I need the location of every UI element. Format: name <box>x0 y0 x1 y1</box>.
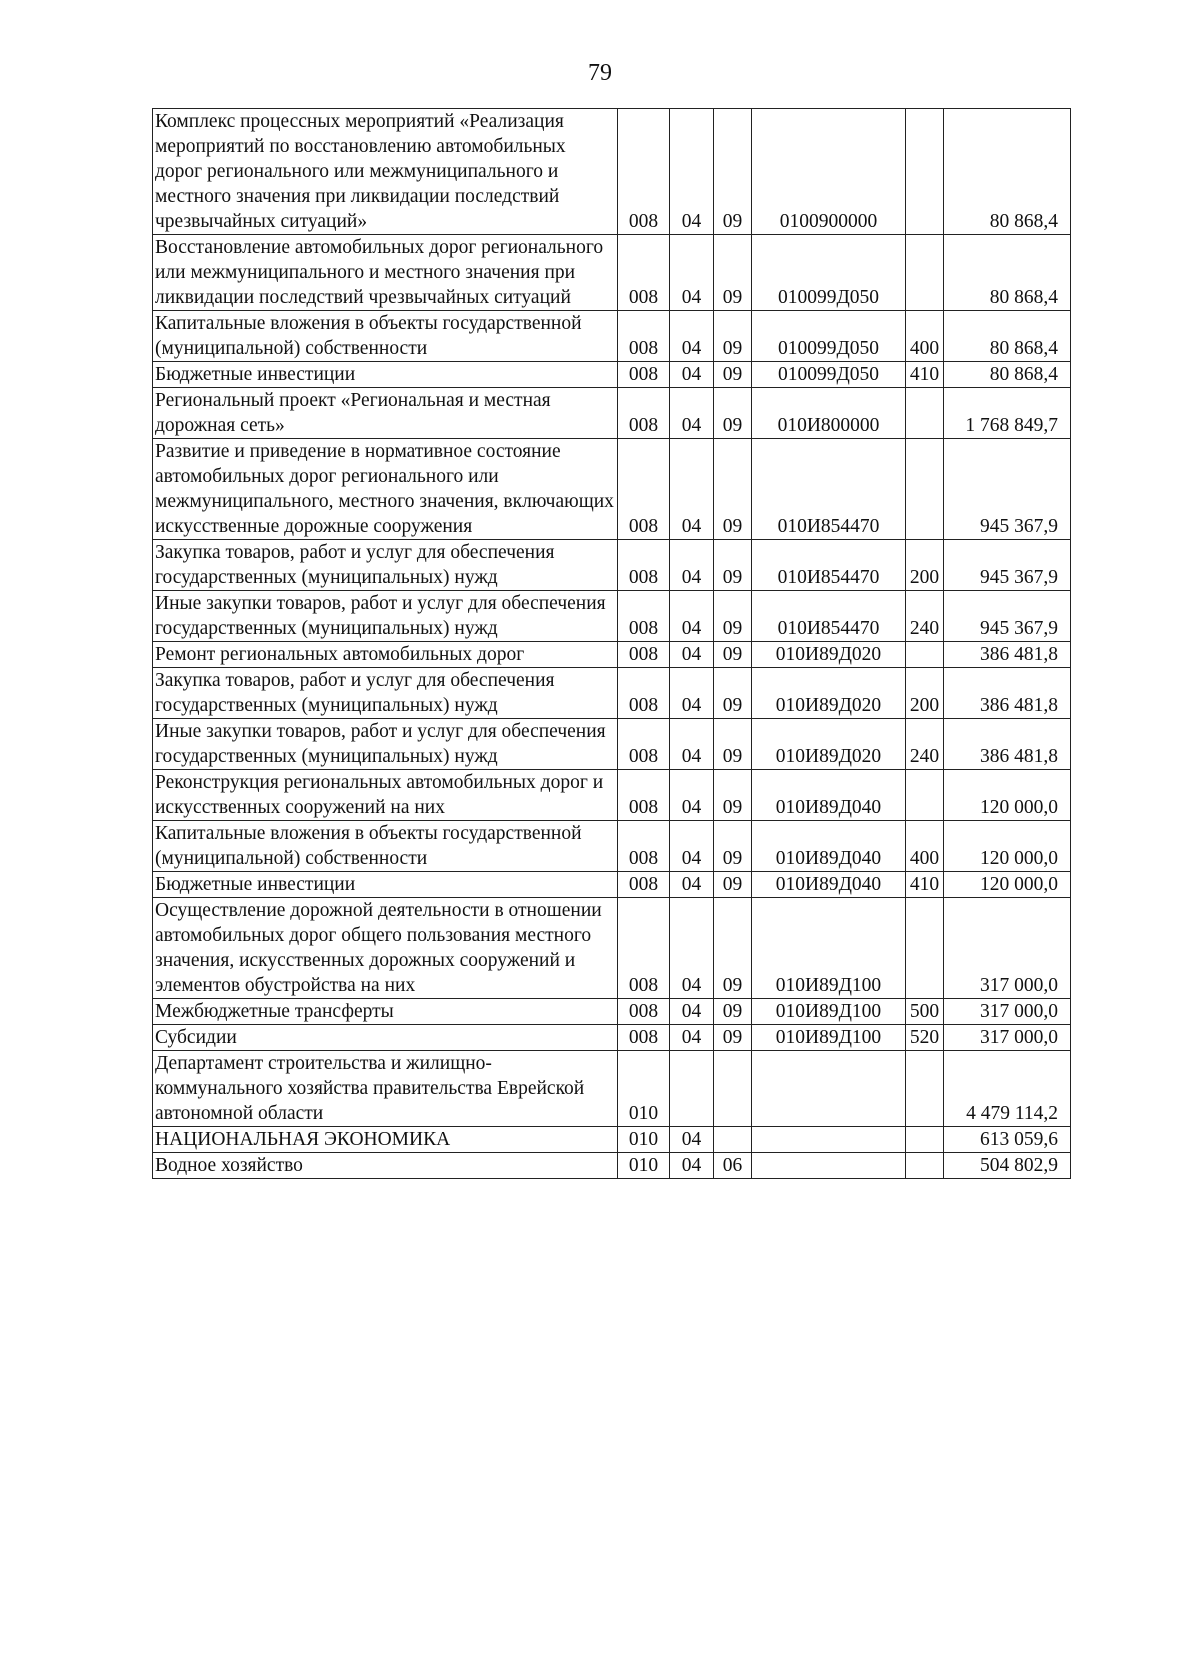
row-name: Капитальные вложения в объекты государственной (муниципальной) собственности <box>153 311 618 362</box>
table-row <box>153 591 1071 642</box>
subsection-code: 09 <box>714 109 752 235</box>
department-code: 008 <box>618 770 670 821</box>
amount: 613 059,6 <box>944 1127 1071 1153</box>
subsection-code: 06 <box>714 1153 752 1179</box>
department-code: 008 <box>618 388 670 439</box>
amount: 945 367,9 <box>944 439 1071 540</box>
expense-type-code: 500 <box>906 999 944 1025</box>
department-code: 008 <box>618 311 670 362</box>
table-row <box>153 1153 1071 1179</box>
table-row <box>153 540 1071 591</box>
target-article-code: 0100900000 <box>752 109 906 235</box>
department-code: 008 <box>618 439 670 540</box>
section-code: 04 <box>670 999 714 1025</box>
table-row <box>153 388 1071 439</box>
expense-type-code <box>906 642 944 668</box>
amount: 80 868,4 <box>944 311 1071 362</box>
table-row <box>153 898 1071 999</box>
target-article-code: 010099Д050 <box>752 311 906 362</box>
subsection-code: 09 <box>714 362 752 388</box>
section-code: 04 <box>670 1127 714 1153</box>
target-article-code: 010099Д050 <box>752 362 906 388</box>
section-code: 04 <box>670 668 714 719</box>
target-article-code: 010И89Д040 <box>752 770 906 821</box>
target-article-code: 010И89Д100 <box>752 898 906 999</box>
department-code: 008 <box>618 362 670 388</box>
amount: 504 802,9 <box>944 1153 1071 1179</box>
target-article-code: 010И854470 <box>752 591 906 642</box>
amount: 80 868,4 <box>944 362 1071 388</box>
row-name: Иные закупки товаров, работ и услуг для обеспечения государственных (муниципальных) нужд <box>153 591 618 642</box>
amount: 945 367,9 <box>944 540 1071 591</box>
row-name: Реконструкция региональных автомобильных дорог и искусственных сооружений на них <box>153 770 618 821</box>
target-article-code <box>752 1127 906 1153</box>
section-code: 04 <box>670 642 714 668</box>
expense-type-code: 240 <box>906 591 944 642</box>
table-row <box>153 109 1071 235</box>
subsection-code <box>714 1127 752 1153</box>
target-article-code <box>752 1051 906 1127</box>
section-code: 04 <box>670 770 714 821</box>
expense-type-code: 400 <box>906 311 944 362</box>
row-name: Бюджетные инвестиции <box>153 362 618 388</box>
expense-type-code <box>906 109 944 235</box>
section-code: 04 <box>670 388 714 439</box>
target-article-code: 010И89Д040 <box>752 872 906 898</box>
table-row <box>153 668 1071 719</box>
row-name: Комплекс процессных мероприятий «Реализация мероприятий по восстановлению автомобильных дорог регионального или межмуниципального и местного значения при ликвидации последствий чрезвычайных ситуаций» <box>153 109 618 235</box>
expense-type-code <box>906 388 944 439</box>
department-code: 008 <box>618 999 670 1025</box>
target-article-code <box>752 1153 906 1179</box>
table-row <box>153 872 1071 898</box>
department-code: 008 <box>618 719 670 770</box>
subsection-code: 09 <box>714 235 752 311</box>
section-code: 04 <box>670 872 714 898</box>
expense-type-code <box>906 235 944 311</box>
section-code: 04 <box>670 439 714 540</box>
expense-type-code <box>906 439 944 540</box>
department-code: 010 <box>618 1127 670 1153</box>
expense-type-code: 400 <box>906 821 944 872</box>
target-article-code: 010И89Д100 <box>752 999 906 1025</box>
department-code: 008 <box>618 235 670 311</box>
target-article-code: 010И800000 <box>752 388 906 439</box>
section-code: 04 <box>670 311 714 362</box>
subsection-code: 09 <box>714 999 752 1025</box>
table-row <box>153 999 1071 1025</box>
target-article-code: 010099Д050 <box>752 235 906 311</box>
row-name: Водное хозяйство <box>153 1153 618 1179</box>
target-article-code: 010И89Д100 <box>752 1025 906 1051</box>
row-name: Осуществление дорожной деятельности в отношении автомобильных дорог общего пользования местного значения, искусственных дорожных сооружений и элементов обустройства на них <box>153 898 618 999</box>
department-code: 008 <box>618 898 670 999</box>
expense-type-code <box>906 898 944 999</box>
section-code: 04 <box>670 235 714 311</box>
row-name: Межбюджетные трансферты <box>153 999 618 1025</box>
section-code: 04 <box>670 591 714 642</box>
row-name: Восстановление автомобильных дорог регионального или межмуниципального и местного значения при ликвидации последствий чрезвычайных ситуаций <box>153 235 618 311</box>
amount: 945 367,9 <box>944 591 1071 642</box>
amount: 386 481,8 <box>944 668 1071 719</box>
subsection-code: 09 <box>714 540 752 591</box>
expense-type-code <box>906 770 944 821</box>
subsection-code <box>714 1051 752 1127</box>
subsection-code: 09 <box>714 770 752 821</box>
target-article-code: 010И89Д020 <box>752 719 906 770</box>
section-code: 04 <box>670 1025 714 1051</box>
expense-type-code <box>906 1051 944 1127</box>
subsection-code: 09 <box>714 388 752 439</box>
subsection-code: 09 <box>714 642 752 668</box>
amount: 317 000,0 <box>944 999 1071 1025</box>
section-code: 04 <box>670 719 714 770</box>
table-row <box>153 1127 1071 1153</box>
department-code: 010 <box>618 1153 670 1179</box>
amount: 120 000,0 <box>944 770 1071 821</box>
section-code: 04 <box>670 540 714 591</box>
amount: 386 481,8 <box>944 719 1071 770</box>
budget-table-body <box>153 109 1071 1179</box>
table-row <box>153 719 1071 770</box>
table-row <box>153 362 1071 388</box>
amount: 120 000,0 <box>944 872 1071 898</box>
expense-type-code: 520 <box>906 1025 944 1051</box>
subsection-code: 09 <box>714 821 752 872</box>
subsection-code: 09 <box>714 1025 752 1051</box>
expense-type-code <box>906 1153 944 1179</box>
table-row <box>153 821 1071 872</box>
budget-table <box>152 108 1071 1179</box>
expense-type-code: 200 <box>906 540 944 591</box>
amount: 1 768 849,7 <box>944 388 1071 439</box>
section-code: 04 <box>670 109 714 235</box>
department-code: 008 <box>618 642 670 668</box>
amount: 80 868,4 <box>944 235 1071 311</box>
department-code: 008 <box>618 821 670 872</box>
amount: 317 000,0 <box>944 1025 1071 1051</box>
section-code: 04 <box>670 821 714 872</box>
amount: 80 868,4 <box>944 109 1071 235</box>
target-article-code: 010И89Д040 <box>752 821 906 872</box>
page-number: 79 <box>588 60 612 86</box>
row-name: Бюджетные инвестиции <box>153 872 618 898</box>
section-code: 04 <box>670 362 714 388</box>
expense-type-code <box>906 1127 944 1153</box>
department-code: 008 <box>618 668 670 719</box>
table-row <box>153 642 1071 668</box>
subsection-code: 09 <box>714 439 752 540</box>
table-row <box>153 1025 1071 1051</box>
department-code: 008 <box>618 591 670 642</box>
subsection-code: 09 <box>714 872 752 898</box>
row-name: Развитие и приведение в нормативное состояние автомобильных дорог регионального или межмуниципального, местного значения, включающих искусственные дорожные сооружения <box>153 439 618 540</box>
department-code: 008 <box>618 872 670 898</box>
row-name: НАЦИОНАЛЬНАЯ ЭКОНОМИКА <box>153 1127 618 1153</box>
target-article-code: 010И89Д020 <box>752 668 906 719</box>
section-code: 04 <box>670 1153 714 1179</box>
section-code: 04 <box>670 898 714 999</box>
table-row <box>153 235 1071 311</box>
row-name: Субсидии <box>153 1025 618 1051</box>
section-code <box>670 1051 714 1127</box>
subsection-code: 09 <box>714 668 752 719</box>
target-article-code: 010И854470 <box>752 540 906 591</box>
subsection-code: 09 <box>714 311 752 362</box>
subsection-code: 09 <box>714 719 752 770</box>
subsection-code: 09 <box>714 898 752 999</box>
table-row <box>153 770 1071 821</box>
row-name: Закупка товаров, работ и услуг для обеспечения государственных (муниципальных) нужд <box>153 668 618 719</box>
target-article-code: 010И89Д020 <box>752 642 906 668</box>
row-name: Иные закупки товаров, работ и услуг для обеспечения государственных (муниципальных) нужд <box>153 719 618 770</box>
expense-type-code: 240 <box>906 719 944 770</box>
row-name: Закупка товаров, работ и услуг для обеспечения государственных (муниципальных) нужд <box>153 540 618 591</box>
amount: 120 000,0 <box>944 821 1071 872</box>
expense-type-code: 410 <box>906 362 944 388</box>
expense-type-code: 200 <box>906 668 944 719</box>
department-code: 008 <box>618 540 670 591</box>
table-row <box>153 1051 1071 1127</box>
row-name: Капитальные вложения в объекты государственной (муниципальной) собственности <box>153 821 618 872</box>
department-code: 008 <box>618 109 670 235</box>
amount: 386 481,8 <box>944 642 1071 668</box>
expense-type-code: 410 <box>906 872 944 898</box>
target-article-code: 010И854470 <box>752 439 906 540</box>
row-name: Ремонт региональных автомобильных дорог <box>153 642 618 668</box>
amount: 4 479 114,2 <box>944 1051 1071 1127</box>
row-name: Региональный проект «Региональная и местная дорожная сеть» <box>153 388 618 439</box>
subsection-code: 09 <box>714 591 752 642</box>
row-name: Департамент строительства и жилищно-коммунального хозяйства правительства Еврейской автономной области <box>153 1051 618 1127</box>
table-row <box>153 311 1071 362</box>
table-row <box>153 439 1071 540</box>
amount: 317 000,0 <box>944 898 1071 999</box>
department-code: 010 <box>618 1051 670 1127</box>
department-code: 008 <box>618 1025 670 1051</box>
